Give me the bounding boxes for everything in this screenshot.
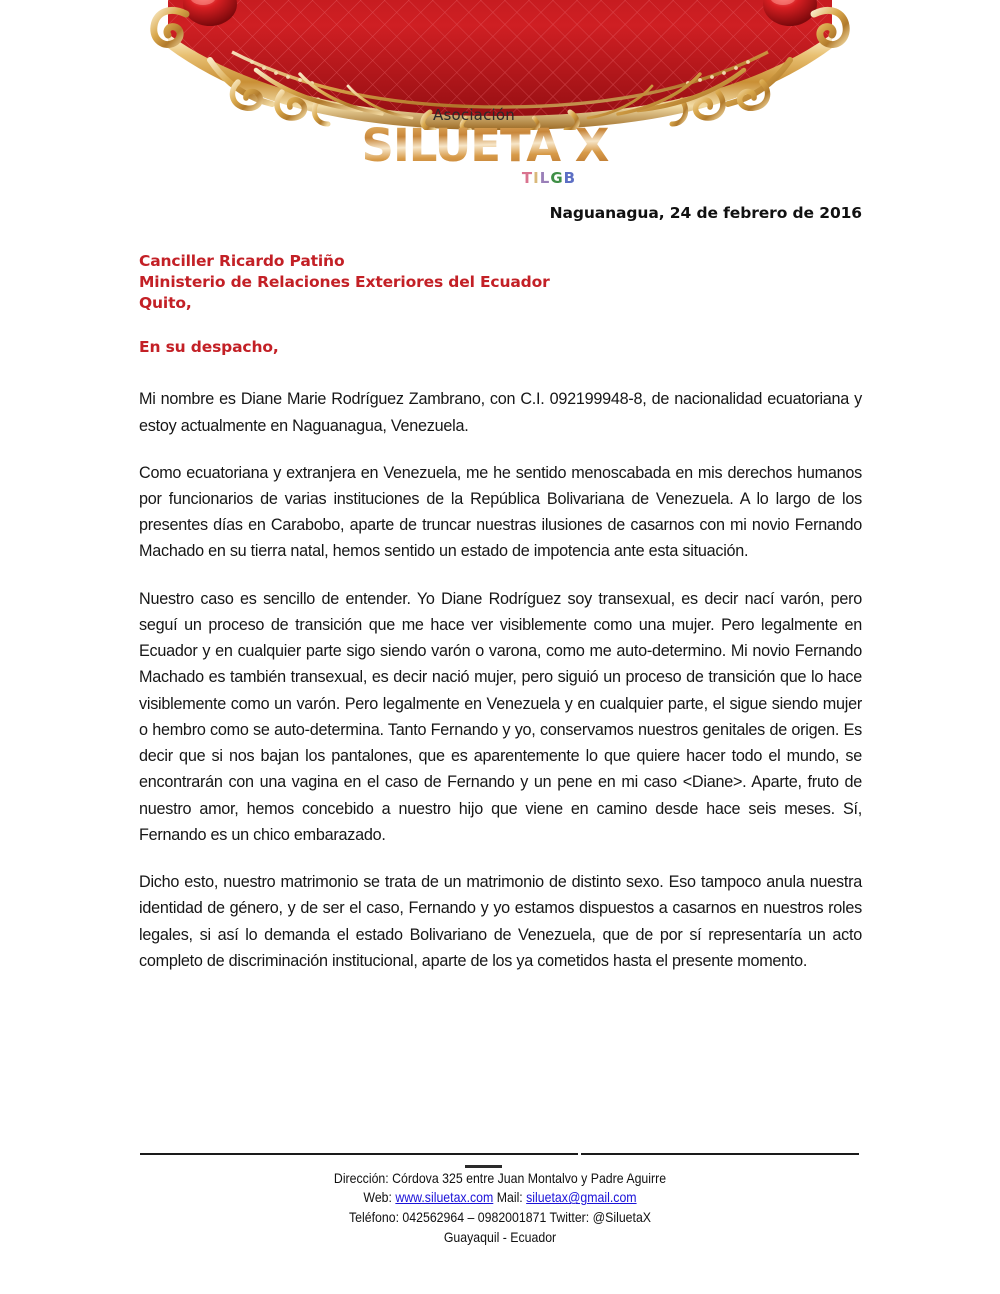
paragraph-3: Nuestro caso es sencillo de entender. Yo Diane Rodríguez soy transexual, es decir nací varón, pero seguí un proceso de transición que me hace ver visiblemente como una mujer. Pero legalmente en Ecuador y en cualquier parte sigo siendo varón o varona, como me auto-determino. Mi novio Fernando Machado es también transexual, es decir nació mujer, pero siguió un proceso de transición que lo hace visiblemente como un varón. Pero legalmente en Venezuela y en cualquier parte, el sigue siendo mujer o hembro como se auto-determina. Tanto Fernando y yo, conservamos nuestros genitales de origen. Es decir que si nos bajan los pantalones, que es aparentemente lo que quiere hacer todo el mundo, se encontrarán con una vagina en el caso de Fernando y un pene en mi caso <Diane>. Aparte, fruto de nuestro amor, hemos concebido a nuestro hijo que viene en camino desde hace seis meses. Sí, Fernando es un chico embarazado. bbox=[139, 589, 862, 844]
recipient-block bbox=[139, 251, 862, 313]
date-line: Naguanagua, 24 de febrero de 2016 bbox=[549, 204, 862, 222]
footer-rule-stub bbox=[465, 1165, 502, 1168]
logo-tilgb-letter-t: T bbox=[521, 168, 534, 187]
paragraph-1: Mi nombre es Diane Marie Rodríguez Zambrano, con C.I. 092199948-8, de nacionalidad ecuatoriana y estoy actualmente en Naguanagua, Venezuela. bbox=[139, 390, 862, 435]
footer-mail-label: Mail: bbox=[496, 1189, 523, 1206]
logo-tilgb-letter-i: I bbox=[533, 168, 540, 187]
logo-asociacion-text: Asociación bbox=[433, 106, 515, 124]
footer-rule-gap-left bbox=[578, 1152, 581, 1156]
footer-rule-gap-right bbox=[859, 1152, 862, 1156]
website-link[interactable]: www.siluetax.com bbox=[395, 1189, 494, 1206]
logo-wordmark: SILUETA X bbox=[0, 125, 1000, 168]
footer-web-mail-line bbox=[60, 1188, 940, 1208]
footer-city: Guayaquil - Ecuador bbox=[443, 1229, 557, 1246]
paragraph-2: Como ecuatoriana y extranjera en Venezuela, me he sentido menoscabada en mis derechos humanos por funcionarios de varias instituciones de la República Bolivariana de Venezuela. A lo largo de los presentes días en Carabobo, aparte de truncar nuestras ilusiones de casarnos con mi novio Fernando Machado en su tierra natal, hemos sentido un estado de impotencia ante esta situación. bbox=[139, 463, 862, 561]
footer-divider bbox=[140, 1149, 862, 1163]
logo-tilgb-letter-b: B bbox=[563, 168, 577, 187]
letterhead bbox=[0, 0, 1000, 200]
footer-web-label: Web: bbox=[363, 1189, 392, 1206]
logo-tilgb-letter-l: L bbox=[539, 168, 551, 187]
recipient-line-1: Canciller Ricardo Patiño bbox=[139, 252, 345, 270]
footer-contact-info bbox=[60, 1169, 940, 1249]
email-link[interactable]: siluetax@gmail.com bbox=[526, 1189, 637, 1206]
letter-body bbox=[0, 204, 1000, 974]
salutation: En su despacho, bbox=[139, 338, 279, 357]
footer-rule bbox=[140, 1153, 862, 1155]
footer-phone-twitter: Teléfono: 042562964 – 0982001871 Twitter: @SiluetaX bbox=[348, 1209, 652, 1226]
silueta-x-logo bbox=[0, 108, 1000, 187]
recipient-line-3: Quito, bbox=[139, 293, 192, 312]
footer-address: Dirección: Córdova 325 entre Juan Montalvo y Padre Aguirre bbox=[333, 1169, 667, 1186]
page-footer bbox=[0, 1149, 1000, 1249]
recipient-line-2: Ministerio de Relaciones Exteriores del Ecuador bbox=[139, 272, 550, 291]
paragraph-4: Dicho esto, nuestro matrimonio se trata de un matrimonio de distinto sexo. Eso tampoco anula nuestra identidad de género, y de ser el caso, Fernando y yo estamos dispuestos a casarnos en nuestros roles legales, si así lo demanda el estado Bolivariano de Venezuela, que de por sí representaría un acto completo de discriminación institucional, aparte de los ya cometidos hasta el presente momento. bbox=[139, 873, 862, 970]
logo-tilgb-letter-g: G bbox=[550, 168, 564, 187]
